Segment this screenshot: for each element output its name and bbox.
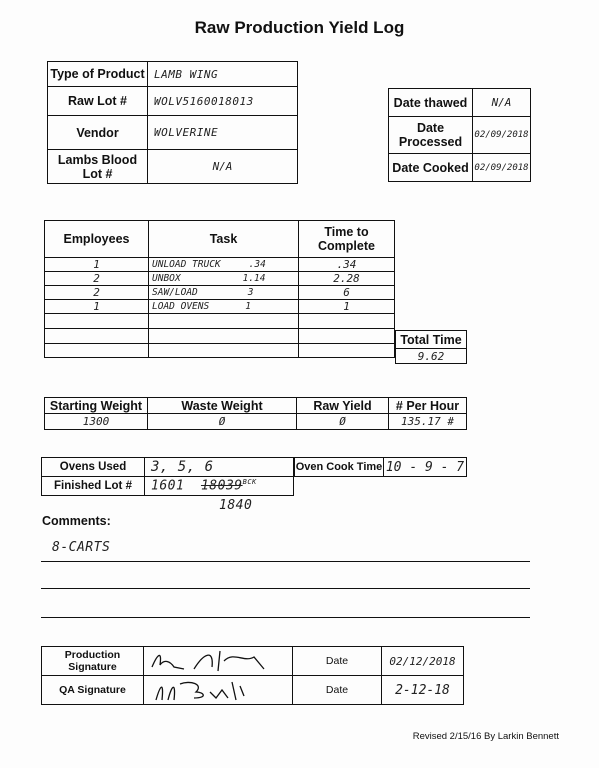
date-processed-label: Date Processed xyxy=(389,117,473,154)
date-thawed-value[interactable]: N/A xyxy=(473,89,531,117)
time-cell[interactable] xyxy=(299,344,395,358)
task-cell[interactable] xyxy=(149,258,299,272)
table-row xyxy=(45,300,395,314)
waste-weight-label: Waste Weight xyxy=(148,398,297,414)
employees-cell[interactable] xyxy=(45,314,149,329)
production-signature-label: Production Signature xyxy=(42,647,144,676)
page-title: Raw Production Yield Log xyxy=(194,18,405,37)
task-cell[interactable] xyxy=(149,344,299,358)
time-cell[interactable] xyxy=(299,329,395,344)
table-row xyxy=(45,258,395,272)
employees-cell[interactable]: 1 xyxy=(45,258,149,272)
raw-yield-label: Raw Yield xyxy=(297,398,389,414)
table-row xyxy=(45,272,395,286)
time-cell[interactable]: 6 xyxy=(299,286,395,300)
finished-lot-cell[interactable] xyxy=(145,477,294,496)
employees-header: Employees xyxy=(45,221,149,258)
oven-cook-time-table xyxy=(294,457,467,477)
qa-date-label: Date xyxy=(293,676,382,705)
task-time: 1.14 xyxy=(242,273,266,284)
time-to-complete-header: Time to Complete xyxy=(299,221,395,258)
date-thawed-label: Date thawed xyxy=(389,89,473,117)
finished-lot-correction: 1840 xyxy=(219,498,253,513)
total-time-table xyxy=(395,330,467,364)
waste-weight-value[interactable]: Ø xyxy=(148,414,297,430)
employees-cell[interactable] xyxy=(45,329,149,344)
production-date-label: Date xyxy=(293,647,382,676)
time-cell[interactable]: 1 xyxy=(299,300,395,314)
starting-weight-value[interactable]: 1300 xyxy=(45,414,148,430)
comments-label: Comments: xyxy=(42,514,111,528)
employees-cell[interactable]: 2 xyxy=(45,272,149,286)
lambs-blood-lot-value[interactable]: N/A xyxy=(148,150,298,184)
production-date-value[interactable]: 02/12/2018 xyxy=(382,647,464,676)
weights-table xyxy=(44,397,467,430)
finished-lot-struck: 18039 xyxy=(200,478,243,494)
task-name: UNLOAD TRUCK xyxy=(152,259,221,270)
time-cell[interactable]: 2.28 xyxy=(299,272,395,286)
comments-line-2 xyxy=(41,588,530,589)
task-header: Task xyxy=(149,221,299,258)
raw-lot-value[interactable]: WOLV5160018013 xyxy=(148,87,298,116)
qa-signature-drawing xyxy=(144,676,292,704)
table-row xyxy=(45,344,395,358)
per-hour-label: # Per Hour xyxy=(389,398,467,414)
per-hour-value[interactable]: 135.17 # xyxy=(389,414,467,430)
task-cell[interactable] xyxy=(149,314,299,329)
comments-line-1 xyxy=(41,561,530,562)
ovens-used-table xyxy=(41,457,294,496)
product-info-table xyxy=(47,61,298,184)
task-cell[interactable] xyxy=(149,300,299,314)
date-cooked-value[interactable]: 02/09/2018 xyxy=(473,154,531,182)
task-name: SAW/LOAD xyxy=(152,287,198,298)
raw-lot-label: Raw Lot # xyxy=(48,87,148,116)
oven-cook-time-label: Oven Cook Time xyxy=(295,458,384,477)
oven-cook-time-value[interactable]: 10 - 9 - 7 xyxy=(384,458,467,477)
raw-yield-value[interactable]: Ø xyxy=(297,414,389,430)
table-row xyxy=(45,286,395,300)
type-of-product-value[interactable]: LAMB WING xyxy=(148,62,298,87)
type-of-product-label: Type of Product xyxy=(48,62,148,87)
vendor-value[interactable]: WOLVERINE xyxy=(148,116,298,150)
comments-line-1-text[interactable]: 8-CARTS xyxy=(52,540,111,555)
vendor-label: Vendor xyxy=(48,116,148,150)
finished-lot-value: 1601 xyxy=(151,478,185,494)
qa-signature-label: QA Signature xyxy=(42,676,144,705)
employees-cell[interactable]: 1 xyxy=(45,300,149,314)
ovens-used-value[interactable]: 3, 5, 6 xyxy=(145,458,294,477)
employees-cell[interactable] xyxy=(45,344,149,358)
dates-table xyxy=(388,88,531,182)
table-row xyxy=(45,314,395,329)
task-name: UNBOX xyxy=(152,273,181,284)
comments-line-3 xyxy=(41,617,530,618)
employees-cell[interactable]: 2 xyxy=(45,286,149,300)
total-time-value[interactable]: 9.62 xyxy=(396,349,467,364)
revised-footer: Revised 2/15/16 By Larkin Bennett xyxy=(412,731,559,742)
task-name: LOAD OVENS xyxy=(152,301,210,312)
tasks-table xyxy=(44,220,395,358)
time-cell[interactable]: .34 xyxy=(299,258,395,272)
signatures-table xyxy=(41,646,464,705)
starting-weight-label: Starting Weight xyxy=(45,398,148,414)
task-time: 3 xyxy=(247,287,254,298)
qa-signature[interactable] xyxy=(144,676,293,705)
ovens-used-label: Ovens Used xyxy=(42,458,145,477)
task-time: .34 xyxy=(248,259,266,270)
finished-lot-label: Finished Lot # xyxy=(42,477,145,496)
time-cell[interactable] xyxy=(299,314,395,329)
lambs-blood-lot-label: Lambs Blood Lot # xyxy=(48,150,148,184)
qa-date-value[interactable]: 2-12-18 xyxy=(382,676,464,705)
task-cell[interactable] xyxy=(149,329,299,344)
date-cooked-label: Date Cooked xyxy=(389,154,473,182)
task-cell[interactable] xyxy=(149,272,299,286)
production-signature-drawing xyxy=(144,647,292,675)
table-row xyxy=(45,329,395,344)
total-time-label: Total Time xyxy=(396,331,467,349)
task-cell[interactable] xyxy=(149,286,299,300)
task-time: 1 xyxy=(245,301,251,312)
finished-lot-initials: BCK xyxy=(242,478,257,487)
date-processed-value[interactable]: 02/09/2018 xyxy=(473,117,531,154)
production-signature[interactable] xyxy=(144,647,293,676)
